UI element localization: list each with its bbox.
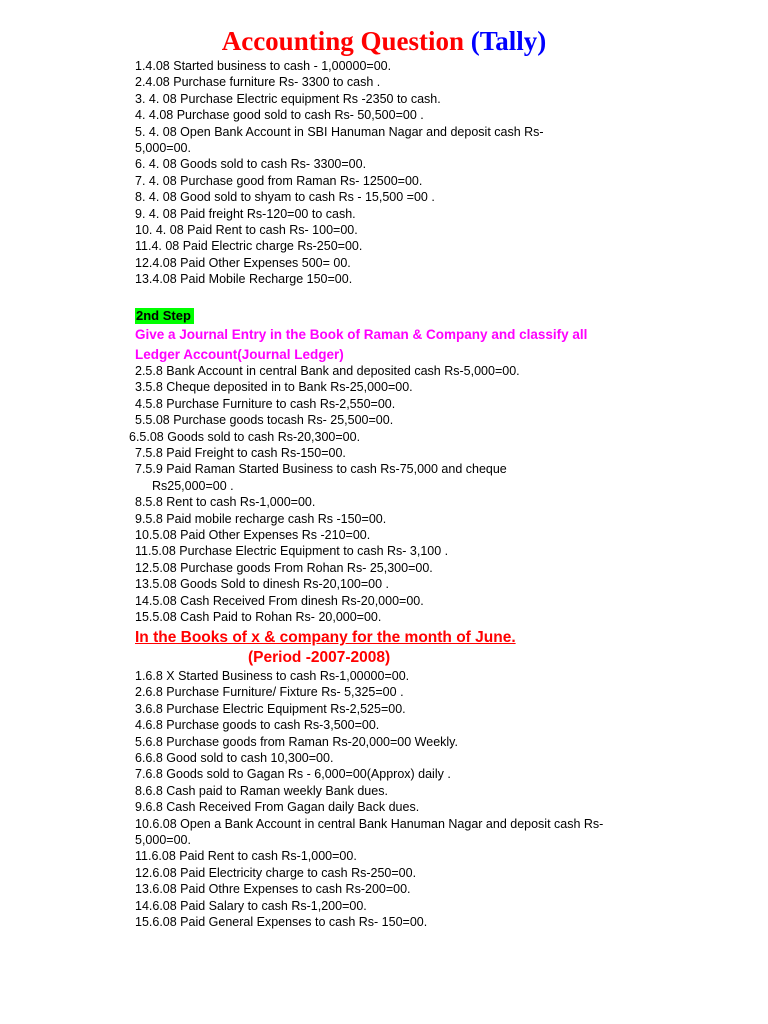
- list-item: 5,000=00.: [135, 833, 191, 848]
- list-item: 13.6.08 Paid Othre Expenses to cash Rs-200=00.: [135, 882, 411, 897]
- list-item: 3. 4. 08 Purchase Electric equipment Rs -2350 to cash.: [135, 91, 441, 106]
- list-item: 4.5.8 Purchase Furniture to cash Rs-2,550=00.: [135, 396, 396, 411]
- list-item: 5.6.8 Purchase goods from Raman Rs-20,000=00 Weekly.: [135, 734, 458, 749]
- list-item: 12.4.08 Paid Other Expenses 500= 00.: [135, 255, 351, 270]
- list-item: 10.6.08 Open a Bank Account in central Bank Hanuman Nagar and deposit cash Rs-: [135, 816, 604, 831]
- list-item: 9. 4. 08 Paid freight Rs-120=00 to cash.: [135, 206, 356, 221]
- list-item: 3.6.8 Purchase Electric Equipment Rs-2,525=00.: [135, 701, 406, 716]
- list-item: 12.5.08 Purchase goods From Rohan Rs- 25,300=00.: [135, 560, 433, 575]
- list-item: 15.5.08 Cash Paid to Rohan Rs- 20,000=00.: [135, 610, 382, 625]
- list-item: 7. 4. 08 Purchase good from Raman Rs- 12500=00.: [135, 173, 423, 188]
- list-item: 8.5.8 Rent to cash Rs-1,000=00.: [135, 495, 316, 510]
- list-item: 7.5.8 Paid Freight to cash Rs-150=00.: [135, 446, 346, 461]
- list-item: 5. 4. 08 Open Bank Account in SBI Hanuman Nagar and deposit cash Rs-: [135, 124, 544, 139]
- list-item: 2.4.08 Purchase furniture Rs- 3300 to cash .: [135, 75, 381, 90]
- june-period: (Period -2007-2008): [248, 649, 391, 666]
- list-item: 7.5.9 Paid Raman Started Business to cash Rs-75,000 and cheque: [135, 462, 507, 477]
- list-item: 10.5.08 Paid Other Expenses Rs -210=00.: [135, 528, 371, 543]
- list-item: 3.5.8 Cheque deposited in to Bank Rs-25,000=00.: [135, 380, 413, 395]
- step-heading-line1: Give a Journal Entry in the Book of Raman & Company and classify all: [135, 327, 588, 342]
- list-item: 8. 4. 08 Good sold to shyam to cash Rs - 15,500 =00 .: [135, 190, 435, 205]
- list-item: 1.6.8 X Started Business to cash Rs-1,00000=00.: [135, 669, 410, 683]
- list-item: 2.6.8 Purchase Furniture/ Fixture Rs- 5,325=00 .: [135, 685, 404, 700]
- list-item: 5.5.08 Purchase goods tocash Rs- 25,500=00.: [135, 413, 394, 428]
- list-item: 6.5.08 Goods sold to cash Rs-20,300=00.: [129, 429, 361, 444]
- list-item: 14.5.08 Cash Received From dinesh Rs-20,000=00.: [135, 593, 424, 608]
- list-item: 15.6.08 Paid General Expenses to cash Rs- 150=00.: [135, 915, 428, 930]
- list-item: 4.6.8 Purchase goods to cash Rs-3,500=00.: [135, 718, 380, 733]
- list-item: 7.6.8 Goods sold to Gagan Rs - 6,000=00(Approx) daily .: [135, 767, 451, 782]
- list-item: 13.5.08 Goods Sold to dinesh Rs-20,100=00 .: [135, 577, 389, 592]
- list-item: 2.5.8 Bank Account in central Bank and deposited cash Rs-5,000=00.: [135, 364, 520, 378]
- title-tally: (Tally): [470, 26, 547, 56]
- list-item: 6. 4. 08 Goods sold to cash Rs- 3300=00.: [135, 157, 367, 172]
- step-label: 2nd Step: [135, 308, 194, 324]
- step-heading-line2: Ledger Account(Journal Ledger): [135, 347, 344, 362]
- list-item: 9.6.8 Cash Received From Gagan daily Back dues.: [135, 800, 420, 815]
- list-item: 9.5.8 Paid mobile recharge cash Rs -150=00.: [135, 511, 387, 526]
- list-item: Rs25,000=00 .: [152, 478, 234, 493]
- list-item: 1.4.08 Started business to cash - 1,00000=00.: [135, 59, 392, 73]
- april-transactions: [0, 58, 768, 288]
- june-transactions: [0, 668, 768, 931]
- may-transactions: [0, 363, 768, 626]
- list-item: 11.6.08 Paid Rent to cash Rs-1,000=00.: [135, 849, 357, 864]
- june-heading: In the Books of x & company for the month of June.: [135, 629, 516, 646]
- list-item: 8.6.8 Cash paid to Raman weekly Bank dues.: [135, 783, 388, 798]
- list-item: 12.6.08 Paid Electricity charge to cash Rs-250=00.: [135, 865, 417, 880]
- list-item: 10. 4. 08 Paid Rent to cash Rs- 100=00.: [135, 223, 358, 238]
- list-item: 11.4. 08 Paid Electric charge Rs-250=00.: [135, 239, 363, 254]
- list-item: 13.4.08 Paid Mobile Recharge 150=00.: [135, 272, 353, 287]
- list-item: 5,000=00.: [135, 141, 191, 156]
- list-item: 14.6.08 Paid Salary to cash Rs-1,200=00.: [135, 898, 367, 913]
- page-title: [0, 24, 768, 58]
- list-item: 4. 4.08 Purchase good sold to cash Rs- 50,500=00 .: [135, 108, 424, 123]
- title-main: Accounting Question: [221, 26, 464, 56]
- list-item: 6.6.8 Good sold to cash 10,300=00.: [135, 751, 334, 766]
- list-item: 11.5.08 Purchase Electric Equipment to cash Rs- 3,100 .: [135, 544, 449, 559]
